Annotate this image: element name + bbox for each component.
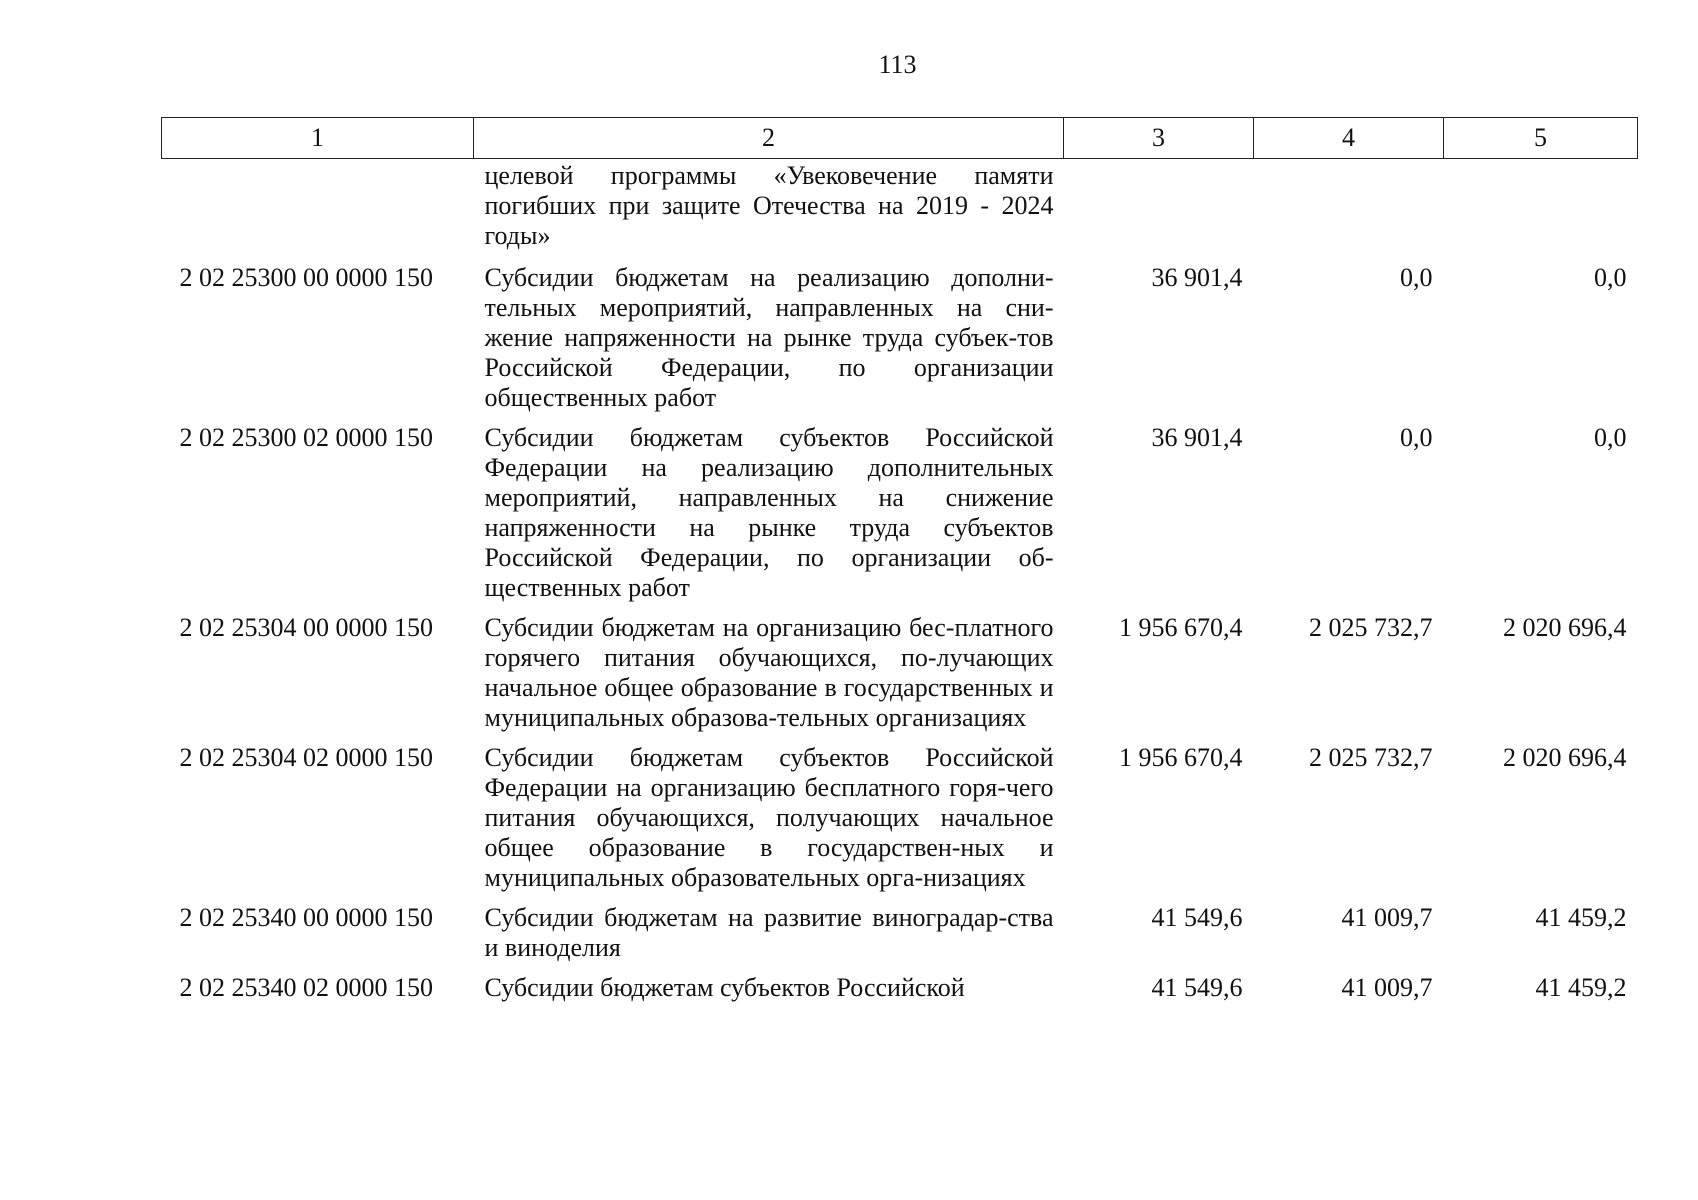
value-col4-cell: 0,0 — [1400, 263, 1433, 292]
column-header: 3 — [1064, 118, 1254, 159]
column-header: 5 — [1444, 118, 1638, 159]
budget-code-cell: 2 02 25300 00 0000 150 — [179, 263, 433, 292]
description-cell: Субсидии бюджетам на реализацию дополни-тельных мероприятий, направленных на сни-жение напряженности на рынке труда субъек-тов Российской Федерации, по организации общественных работ — [484, 263, 1054, 412]
table-row — [162, 263, 1638, 423]
table-row — [162, 613, 1638, 743]
value-col3-cell: 1 956 670,4 — [1119, 743, 1243, 772]
description-cell: Субсидии бюджетам на организацию бес-платного горячего питания обучающихся, по-лучающих начальное общее образование в государственных и муниципальных образова-тельных организациях — [484, 613, 1054, 732]
table-row — [162, 159, 1638, 264]
table-row — [162, 423, 1638, 613]
header-row — [162, 118, 1638, 159]
value-col3-cell: 41 549,6 — [1151, 903, 1243, 932]
value-col4-cell: 0,0 — [1400, 423, 1433, 452]
table-row — [162, 973, 1638, 1013]
table-row — [162, 903, 1638, 973]
value-col4-cell: 41 009,7 — [1341, 973, 1433, 1002]
budget-code-cell — [162, 159, 474, 264]
value-col5-cell: 2 020 696,4 — [1503, 743, 1627, 772]
value-col3-cell: 36 901,4 — [1151, 423, 1243, 452]
value-col3-cell — [1064, 159, 1254, 264]
budget-code-cell: 2 02 25340 00 0000 150 — [179, 903, 433, 932]
value-col5-cell — [1444, 159, 1638, 264]
value-col3-cell: 36 901,4 — [1151, 263, 1243, 292]
description-cell: Субсидии бюджетам субъектов Российской Федерации на организацию бесплатного горя-чего питания обучающихся, получающих начальное общее образование в государствен-ных и муниципальных образовательных орга-низациях — [484, 743, 1054, 892]
value-col4-cell: 2 025 732,7 — [1309, 613, 1433, 642]
value-col5-cell: 41 459,2 — [1535, 903, 1627, 932]
column-header: 4 — [1254, 118, 1444, 159]
budget-code-cell: 2 02 25304 02 0000 150 — [179, 743, 433, 772]
description-cell: Субсидии бюджетам субъектов Российской Федерации на реализацию дополнительных мероприятий, направленных на снижение напряженности на рынке труда субъектов Российской Федерации, по организации об-щественных работ — [484, 423, 1054, 602]
page-number: 113 — [878, 50, 917, 79]
value-col3-cell: 41 549,6 — [1151, 973, 1243, 1002]
value-col5-cell: 0,0 — [1594, 263, 1627, 292]
value-col4-cell: 41 009,7 — [1341, 903, 1433, 932]
value-col3-cell: 1 956 670,4 — [1119, 613, 1243, 642]
budget-code-cell: 2 02 25340 02 0000 150 — [179, 973, 433, 1002]
description-cell: целевой программы «Увековечение памяти погибших при защите Отечества на 2019 - 2024 годы» — [484, 161, 1054, 250]
value-col5-cell: 41 459,2 — [1535, 973, 1627, 1002]
table-row — [162, 743, 1638, 903]
column-header: 1 — [162, 118, 474, 159]
value-col4-cell: 2 025 732,7 — [1309, 743, 1433, 772]
value-col5-cell: 2 020 696,4 — [1503, 613, 1627, 642]
column-header: 2 — [474, 118, 1064, 159]
value-col5-cell: 0,0 — [1594, 423, 1627, 452]
budget-table — [161, 117, 1638, 1013]
budget-code-cell: 2 02 25304 00 0000 150 — [179, 613, 433, 642]
budget-code-cell: 2 02 25300 02 0000 150 — [179, 423, 433, 452]
description-cell: Субсидии бюджетам на развитие виноградар-ства и виноделия — [484, 903, 1054, 962]
description-cell: Субсидии бюджетам субъектов Российской — [484, 973, 965, 1002]
value-col4-cell — [1254, 159, 1444, 264]
